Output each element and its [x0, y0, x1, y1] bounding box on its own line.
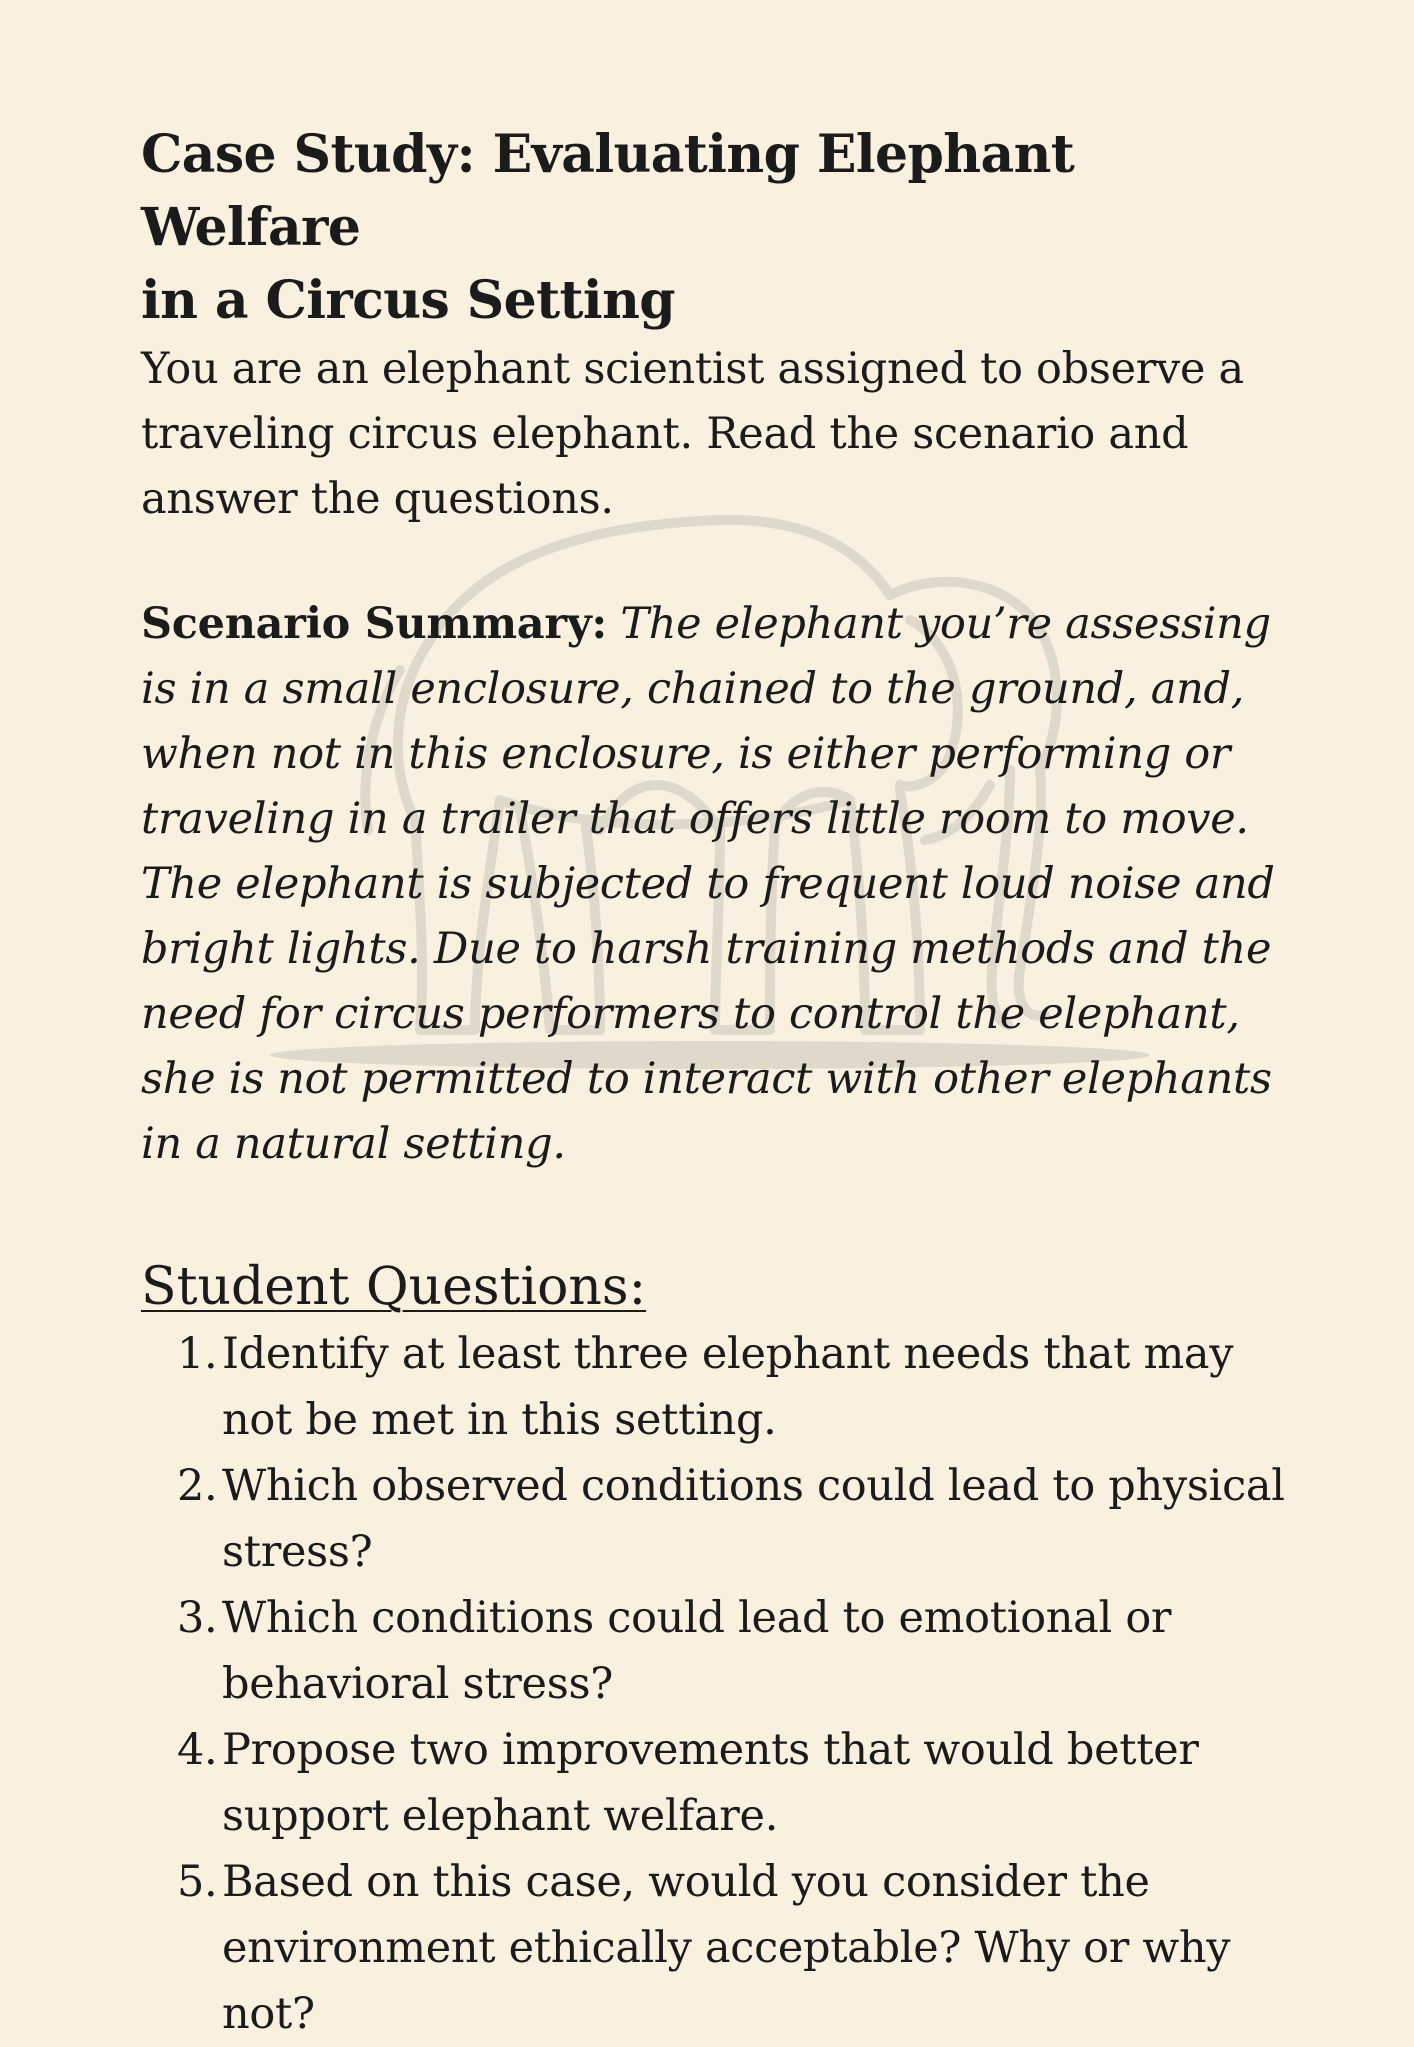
questions-list	[141, 1321, 1291, 2047]
list-item	[141, 1453, 1291, 1585]
question-text: Identify at least three elephant needs that may not be met in this setting.	[222, 1329, 1234, 1445]
questions-heading: Student Questions:	[141, 1257, 647, 1317]
list-item	[141, 1321, 1291, 1453]
page-title	[141, 118, 1291, 337]
scenario-text: The elephant you’re assessing is in a small enclosure, chained to the ground, and, when not in this enclosure, is either performing or traveling in a trailer that offers little room to move. The elephant is subjected to frequent loud noise and bright lights. Due to harsh training methods and the need for circus performers to control the elephant, she is not permitted to interact with other elephants in a natural setting.	[141, 599, 1275, 1169]
worksheet-content	[141, 118, 1291, 2047]
question-text: Which observed conditions could lead to physical stress?	[222, 1461, 1285, 1577]
list-item	[141, 1849, 1291, 2047]
question-text: Which conditions could lead to emotional or behavioral stress?	[222, 1593, 1172, 1709]
list-item	[141, 1585, 1291, 1717]
question-number: 3.	[177, 1593, 218, 1643]
question-text: Propose two improvements that would better support elephant welfare.	[222, 1725, 1199, 1841]
question-number: 2.	[177, 1461, 218, 1511]
question-number: 4.	[177, 1725, 218, 1775]
question-number: 1.	[177, 1329, 218, 1379]
title-line-1: Case Study: Evaluating Elephant Welfare	[141, 124, 1075, 258]
question-text: Based on this case, would you consider the environment ethically acceptable? Why or why not?	[222, 1857, 1231, 2039]
question-number: 5.	[177, 1857, 218, 1907]
list-item	[141, 1717, 1291, 1849]
title-line-2: in a Circus Setting	[141, 270, 676, 331]
intro-paragraph: You are an elephant scientist assigned to observe a traveling circus elephant. Read the scenario and answer the questions.	[141, 344, 1244, 524]
scenario-label: Scenario Summary:	[141, 599, 607, 649]
scenario-paragraph	[141, 592, 1291, 1177]
